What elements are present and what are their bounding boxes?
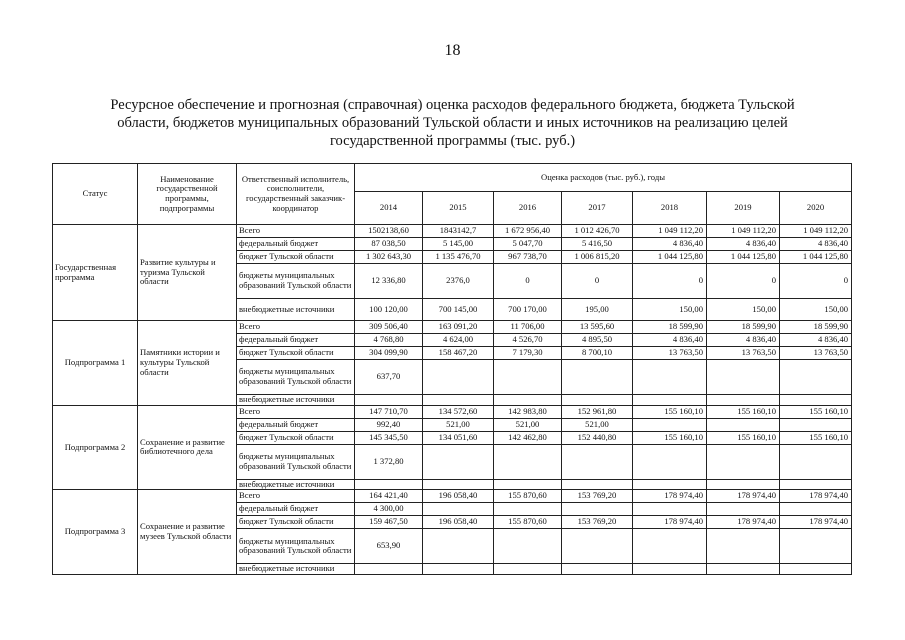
value-cell: 0	[707, 264, 780, 299]
value-cell: 309 506,40	[355, 321, 423, 334]
value-cell	[780, 529, 852, 564]
value-cell: 653,90	[355, 529, 423, 564]
value-cell: 153 769,20	[562, 516, 633, 529]
value-cell: 164 421,40	[355, 490, 423, 503]
value-cell	[633, 503, 707, 516]
value-cell: 87 038,50	[355, 238, 423, 251]
status-cell: Подпрограмма 2	[53, 405, 138, 490]
value-cell: 967 738,70	[494, 251, 562, 264]
value-cell: 178 974,40	[633, 516, 707, 529]
source-cell: внебюджетные источники	[237, 299, 355, 321]
title-line: области, бюджетов муниципальных образований Тульской области и иных источников на реализацию целей	[117, 115, 788, 131]
value-cell: 1 302 643,30	[355, 251, 423, 264]
source-cell: Всего	[237, 490, 355, 503]
value-cell: 0	[633, 264, 707, 299]
value-cell: 158 467,20	[423, 347, 494, 360]
value-cell: 1 049 112,20	[633, 225, 707, 238]
value-cell: 178 974,40	[707, 490, 780, 503]
source-cell: федеральный бюджет	[237, 334, 355, 347]
source-cell: внебюджетные источники	[237, 395, 355, 406]
value-cell	[494, 444, 562, 479]
value-cell: 700 145,00	[423, 299, 494, 321]
value-cell: 4 836,40	[707, 238, 780, 251]
value-cell	[494, 360, 562, 395]
value-cell	[707, 479, 780, 490]
value-cell: 18 599,90	[707, 321, 780, 334]
value-cell: 13 595,60	[562, 321, 633, 334]
program-name-cell: Памятники истории и культуры Тульской области	[138, 321, 237, 406]
value-cell: 163 091,20	[423, 321, 494, 334]
value-cell: 155 870,60	[494, 490, 562, 503]
header-year: 2018	[633, 192, 707, 225]
value-cell	[494, 564, 562, 575]
table-row	[53, 225, 852, 238]
source-cell: Всего	[237, 225, 355, 238]
value-cell	[494, 479, 562, 490]
source-cell: бюджет Тульской области	[237, 516, 355, 529]
value-cell: 304 099,90	[355, 347, 423, 360]
table-row	[53, 490, 852, 503]
value-cell	[355, 479, 423, 490]
value-cell: 196 058,40	[423, 490, 494, 503]
value-cell	[707, 395, 780, 406]
value-cell: 4 895,50	[562, 334, 633, 347]
value-cell	[780, 444, 852, 479]
value-cell	[423, 564, 494, 575]
source-cell: Всего	[237, 405, 355, 418]
source-cell: бюджеты муниципальных образований Тульской области	[237, 360, 355, 395]
value-cell: 155 870,60	[494, 516, 562, 529]
value-cell: 4 836,40	[633, 238, 707, 251]
header-estimate: Оценка расходов (тыс. руб.), годы	[355, 164, 852, 192]
value-cell	[562, 360, 633, 395]
header-year: 2015	[423, 192, 494, 225]
value-cell	[780, 564, 852, 575]
header-row	[53, 164, 852, 192]
value-cell: 0	[494, 264, 562, 299]
header-status: Статус	[53, 164, 138, 225]
value-cell	[780, 395, 852, 406]
value-cell	[355, 395, 423, 406]
value-cell: 4 300,00	[355, 503, 423, 516]
source-cell: федеральный бюджет	[237, 503, 355, 516]
value-cell: 12 336,80	[355, 264, 423, 299]
value-cell: 152 440,80	[562, 431, 633, 444]
value-cell: 0	[780, 264, 852, 299]
value-cell: 155 160,10	[780, 431, 852, 444]
title-line: государственной программы (тыс. руб.)	[329, 133, 576, 149]
source-cell: бюджет Тульской области	[237, 251, 355, 264]
value-cell	[423, 529, 494, 564]
value-cell: 155 160,10	[633, 405, 707, 418]
value-cell	[423, 503, 494, 516]
value-cell: 4 768,80	[355, 334, 423, 347]
value-cell	[633, 479, 707, 490]
value-cell: 150,00	[707, 299, 780, 321]
source-cell: федеральный бюджет	[237, 238, 355, 251]
value-cell: 13 763,50	[707, 347, 780, 360]
value-cell: 4 526,70	[494, 334, 562, 347]
value-cell: 145 345,50	[355, 431, 423, 444]
value-cell	[707, 360, 780, 395]
value-cell	[494, 529, 562, 564]
value-cell	[494, 395, 562, 406]
value-cell	[780, 418, 852, 431]
value-cell	[494, 503, 562, 516]
source-cell: федеральный бюджет	[237, 418, 355, 431]
value-cell: 4 624,00	[423, 334, 494, 347]
source-cell: бюджеты муниципальных образований Тульской области	[237, 264, 355, 299]
table-row	[53, 405, 852, 418]
value-cell: 4 836,40	[707, 334, 780, 347]
value-cell	[707, 564, 780, 575]
value-cell: 2376,0	[423, 264, 494, 299]
value-cell	[562, 444, 633, 479]
value-cell: 5 145,00	[423, 238, 494, 251]
source-cell: бюджеты муниципальных образований Тульской области	[237, 444, 355, 479]
page-number: 18	[444, 42, 461, 59]
value-cell	[780, 479, 852, 490]
value-cell	[633, 444, 707, 479]
value-cell	[423, 444, 494, 479]
value-cell: 1502138,60	[355, 225, 423, 238]
table-row	[53, 321, 852, 334]
budget-table	[52, 163, 852, 575]
value-cell: 152 961,80	[562, 405, 633, 418]
value-cell	[780, 360, 852, 395]
value-cell: 7 179,30	[494, 347, 562, 360]
value-cell: 1 135 476,70	[423, 251, 494, 264]
source-cell: Всего	[237, 321, 355, 334]
header-year: 2017	[562, 192, 633, 225]
value-cell: 1 049 112,20	[780, 225, 852, 238]
header-year: 2020	[780, 192, 852, 225]
value-cell	[633, 564, 707, 575]
value-cell: 147 710,70	[355, 405, 423, 418]
value-cell	[707, 503, 780, 516]
value-cell: 637,70	[355, 360, 423, 395]
value-cell: 155 160,10	[780, 405, 852, 418]
value-cell: 153 769,20	[562, 490, 633, 503]
source-cell: внебюджетные источники	[237, 479, 355, 490]
value-cell	[707, 418, 780, 431]
value-cell: 142 983,80	[494, 405, 562, 418]
value-cell: 13 763,50	[780, 347, 852, 360]
value-cell: 195,00	[562, 299, 633, 321]
value-cell: 521,00	[494, 418, 562, 431]
value-cell: 1 012 426,70	[562, 225, 633, 238]
value-cell	[423, 395, 494, 406]
value-cell: 4 836,40	[633, 334, 707, 347]
value-cell: 992,40	[355, 418, 423, 431]
value-cell: 13 763,50	[633, 347, 707, 360]
value-cell	[707, 444, 780, 479]
value-cell: 159 467,50	[355, 516, 423, 529]
header-year: 2016	[494, 192, 562, 225]
status-cell: Подпрограмма 3	[53, 490, 138, 575]
value-cell: 1 672 956,40	[494, 225, 562, 238]
program-name-cell: Сохранение и развитие музеев Тульской области	[138, 490, 237, 575]
value-cell: 18 599,90	[633, 321, 707, 334]
value-cell: 142 462,80	[494, 431, 562, 444]
document-title	[90, 96, 815, 150]
value-cell: 178 974,40	[633, 490, 707, 503]
value-cell	[633, 529, 707, 564]
value-cell: 1 044 125,80	[707, 251, 780, 264]
value-cell	[562, 529, 633, 564]
table-body	[53, 225, 852, 575]
value-cell: 100 120,00	[355, 299, 423, 321]
value-cell	[780, 503, 852, 516]
value-cell	[562, 503, 633, 516]
value-cell: 5 416,50	[562, 238, 633, 251]
program-name-cell: Развитие культуры и туризма Тульской области	[138, 225, 237, 321]
status-cell: Государственная программа	[53, 225, 138, 321]
value-cell: 150,00	[633, 299, 707, 321]
value-cell: 8 700,10	[562, 347, 633, 360]
value-cell: 150,00	[780, 299, 852, 321]
value-cell	[423, 479, 494, 490]
value-cell: 155 160,10	[707, 405, 780, 418]
source-cell: бюджеты муниципальных образований Тульской области	[237, 529, 355, 564]
value-cell: 521,00	[562, 418, 633, 431]
program-name-cell: Сохранение и развитие библиотечного дела	[138, 405, 237, 490]
value-cell: 134 572,60	[423, 405, 494, 418]
value-cell: 178 974,40	[780, 516, 852, 529]
value-cell	[423, 360, 494, 395]
value-cell: 4 836,40	[780, 334, 852, 347]
value-cell: 1843142,7	[423, 225, 494, 238]
value-cell: 11 706,00	[494, 321, 562, 334]
value-cell: 5 047,70	[494, 238, 562, 251]
value-cell: 134 051,60	[423, 431, 494, 444]
header-name: Наименование государственной программы, подпрограммы	[138, 164, 237, 225]
value-cell: 1 006 815,20	[562, 251, 633, 264]
value-cell	[633, 418, 707, 431]
header-executor: Ответственный исполнитель, соисполнители, государственный заказчик-координатор	[237, 164, 355, 225]
value-cell: 155 160,10	[707, 431, 780, 444]
value-cell: 1 044 125,80	[780, 251, 852, 264]
value-cell: 18 599,90	[780, 321, 852, 334]
value-cell: 1 049 112,20	[707, 225, 780, 238]
value-cell: 1 044 125,80	[633, 251, 707, 264]
value-cell: 0	[562, 264, 633, 299]
value-cell: 155 160,10	[633, 431, 707, 444]
source-cell: бюджет Тульской области	[237, 347, 355, 360]
header-year: 2019	[707, 192, 780, 225]
value-cell: 178 974,40	[707, 516, 780, 529]
value-cell	[355, 564, 423, 575]
source-cell: бюджет Тульской области	[237, 431, 355, 444]
value-cell	[633, 360, 707, 395]
value-cell: 521,00	[423, 418, 494, 431]
title-line: Ресурсное обеспечение и прогнозная (справочная) оценка расходов федерального бюджета, бюджета Тульской	[110, 97, 795, 113]
value-cell: 196 058,40	[423, 516, 494, 529]
value-cell: 178 974,40	[780, 490, 852, 503]
source-cell: внебюджетные источники	[237, 564, 355, 575]
value-cell	[562, 395, 633, 406]
value-cell: 4 836,40	[780, 238, 852, 251]
value-cell	[633, 395, 707, 406]
value-cell: 700 170,00	[494, 299, 562, 321]
status-cell: Подпрограмма 1	[53, 321, 138, 406]
value-cell	[707, 529, 780, 564]
value-cell: 1 372,80	[355, 444, 423, 479]
value-cell	[562, 564, 633, 575]
value-cell	[562, 479, 633, 490]
header-year: 2014	[355, 192, 423, 225]
